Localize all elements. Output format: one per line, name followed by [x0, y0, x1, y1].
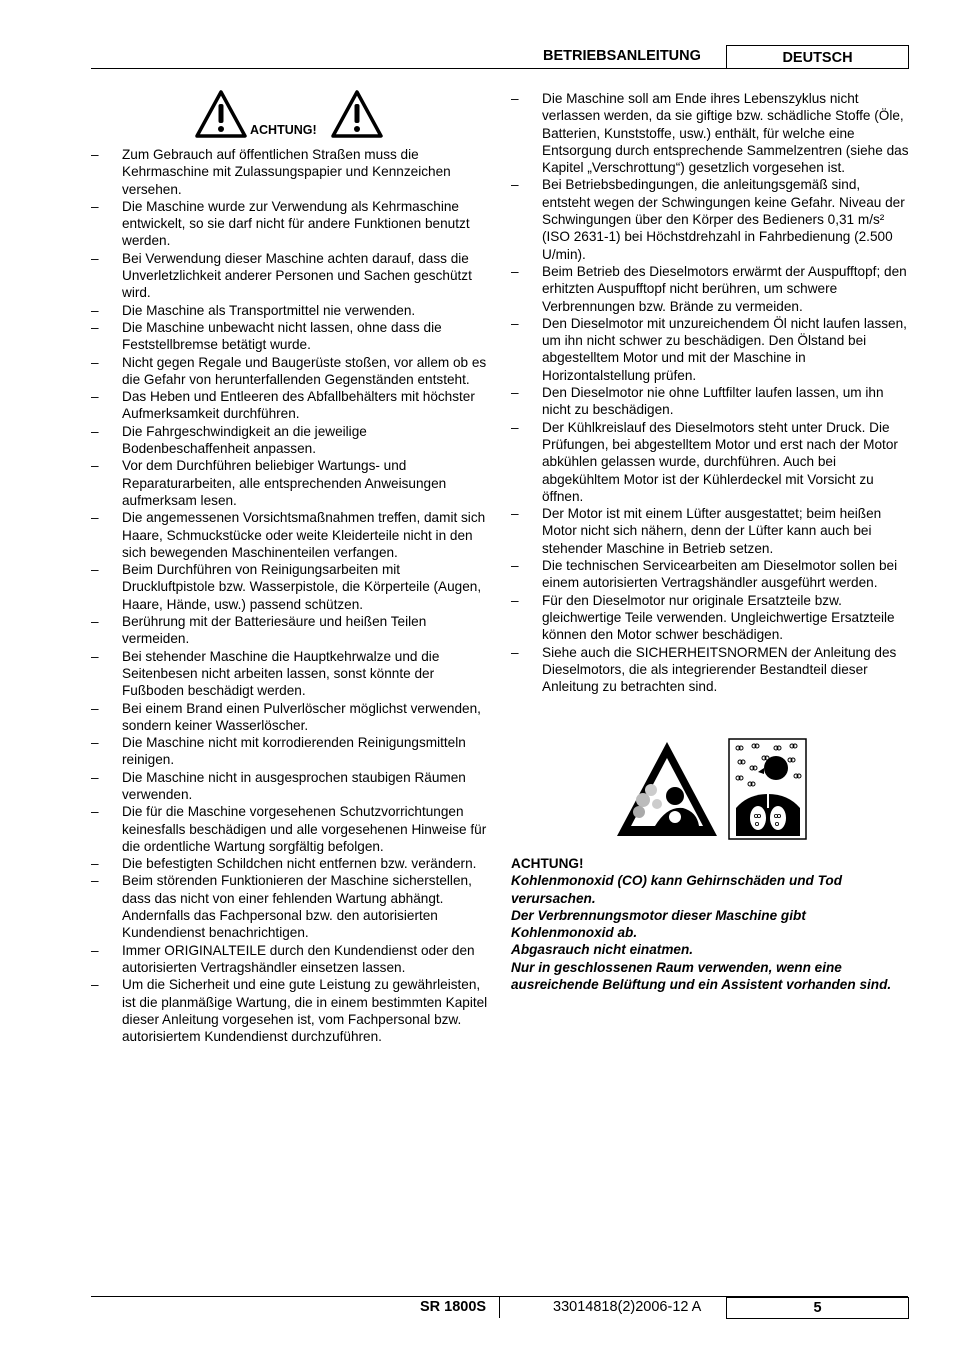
dash-bullet: – [91, 147, 99, 162]
dash-bullet: – [91, 198, 99, 214]
list-item-text: Immer ORIGINALTEILE durch den Kundendienst oder den autorisierten Vertragshändler einsetzen lassen. [122, 942, 475, 975]
list-item-text: Beim störenden Funktionieren der Maschine sicherstellen, dass das nicht von einer fehlenden Wartung abhängt. Andernfalls das Fachpersonal bzw. den autorisierten Kundendienst benachrichtigen. [122, 873, 472, 941]
dash-bullet: – [511, 506, 519, 522]
list-item [511, 384, 911, 419]
footer-model: SR 1800S [420, 1299, 487, 1315]
dash-bullet: – [91, 942, 99, 958]
list-item [511, 419, 911, 505]
dash-bullet: – [511, 644, 519, 660]
dash-bullet: – [91, 614, 99, 630]
list-item [91, 250, 491, 302]
list-item [91, 872, 491, 941]
warning-triangle-icon [331, 90, 383, 138]
list-item [511, 315, 911, 384]
list-item-text: Die Fahrgeschwindigkeit an die jeweilige Bodenbeschaffenheit anpassen. [122, 423, 367, 457]
list-item-text: Nicht gegen Regale und Baugerüste stoßen, vor allem ob es die Gefahr von herunterfallenden Gegenständen entsteht. [122, 354, 487, 387]
list-item [91, 302, 491, 319]
list-item [91, 734, 491, 769]
list-item [511, 592, 911, 644]
footer-separator [499, 1297, 500, 1318]
co-warning-line: Abgasrauch nicht einatmen. [511, 942, 694, 958]
list-item-text: Für den Dieselmotor nur originale Ersatzteile bzw. gleichwertige Teile verwenden. Ungleichwertige Ersatzteile können den Motor schwer beschädigen. [542, 592, 895, 643]
header-rule [91, 68, 908, 69]
list-item [91, 769, 491, 804]
exhaust-gas-warning-icon [613, 738, 721, 840]
warning-triangle-icon [195, 90, 247, 138]
list-item-text: Der Motor ist mit einem Lüfter ausgestattet; beim heißen Motor nicht sich nähern, denn der Lüfter kann auch bei stehender Maschine in Betrieb setzen. [542, 506, 882, 556]
dash-bullet: – [511, 263, 519, 279]
dash-bullet: – [91, 302, 99, 318]
dash-bullet: – [91, 458, 99, 474]
list-item [91, 509, 491, 561]
list-item [511, 263, 911, 315]
list-item-text: Den Dieselmotor mit unzureichendem Öl nicht laufen lassen, um ihn nicht schwer zu beschädigen. Den Ölstand bei abgestelltem Motor und mit der Maschine in Horizontalstellung prüfen. [542, 315, 907, 383]
list-item [511, 90, 911, 176]
list-item [91, 354, 491, 389]
dash-bullet: – [511, 558, 519, 574]
list-item-text: Die technischen Servicearbeiten am Dieselmotor sollen bei einem autorisierten Vertragshändler ausgeführt werden. [542, 558, 898, 591]
dash-bullet: – [91, 856, 99, 872]
list-item-text: Vor dem Durchführen beliebiger Wartungs- und Reparaturarbeiten, alle entsprechenden Anweisungen aufmerksam lesen. [122, 458, 447, 508]
co-warning-title: ACHTUNG! [511, 856, 584, 871]
footer-page-number: 5 [726, 1297, 909, 1319]
dash-bullet: – [511, 177, 519, 193]
co-warning-line: Kohlenmonoxid (CO) kann Gehirnschäden und Tod verursachen. [511, 873, 843, 906]
list-item-text: Berührung mit der Batteriesäure und heißen Teilen vermeiden. [122, 614, 427, 647]
dash-bullet: – [511, 592, 519, 608]
right-safety-list [511, 90, 911, 695]
dash-bullet: – [91, 769, 99, 785]
list-item [91, 700, 491, 735]
list-item [91, 613, 491, 648]
dash-bullet: – [91, 510, 99, 526]
list-item-text: Die Maschine unbewacht nicht lassen, ohne dass die Feststellbremse betätigt wurde. [122, 319, 442, 353]
list-item-text: Beim Betrieb des Dieselmotors erwärmt der Auspufftopf; den erhitzten Auspufftopf nicht berühren, um schwere Verbrennungen bzw. Brände zu vermeiden. [542, 263, 907, 314]
co-warning-block [511, 855, 911, 993]
list-item-text: Bei stehender Maschine die Hauptkehrwalze und die Seitenbesen nicht arbeiten lassen, sonst könnte der Fußboden beschädigt werden. [122, 648, 440, 699]
list-item-text: Die für die Maschine vorgesehenen Schutzvorrichtungen keinesfalls beschädigen und alle vorgesehenen Hinweise für die ordentliche Wartung sorgfältig befolgen. [122, 804, 487, 854]
list-item [91, 803, 491, 855]
list-item-text: Die Maschine nicht mit korrodierenden Reinigungsmitteln reinigen. [122, 735, 466, 768]
list-item [91, 319, 491, 354]
list-item-text: Die Maschine soll am Ende ihres Lebenszyklus nicht verlassen werden, da sie giftige bzw. schädliche Stoffe (Öle, Batterien, Kunststoffe, usw.) enthält, für welche eine Entsorgung durch entsprechende Sammelzentren (siehe das Kapitel „Verschrottung“) gesetzlich vorgesehen ist. [542, 91, 909, 176]
warning-heading-label: ACHTUNG! [250, 123, 317, 137]
list-item [91, 855, 491, 872]
dash-bullet: – [511, 91, 519, 106]
list-item [91, 146, 491, 198]
dash-bullet: – [511, 419, 519, 435]
co-warning-line: Der Verbrennungsmotor dieser Maschine gibt Kohlenmonoxid ab. [511, 907, 806, 941]
co-inhalation-icon [728, 738, 807, 840]
list-item-text: Bei einem Brand einen Pulverlöscher möglichst verwenden, sondern keiner Wasserlöscher. [122, 700, 481, 733]
dash-bullet: – [91, 354, 99, 370]
list-item [91, 648, 491, 700]
dash-bullet: – [91, 977, 99, 993]
dash-bullet: – [91, 804, 99, 820]
dash-bullet: – [91, 700, 99, 716]
dash-bullet: – [91, 250, 99, 266]
dash-bullet: – [91, 873, 99, 889]
list-item-text: Die Maschine wurde zur Verwendung als Kehrmaschine entwickelt, so sie darf nicht für andere Funktionen benutzt werden. [122, 198, 470, 249]
list-item-text: Der Kühlkreislauf des Dieselmotors steht unter Druck. Die Prüfungen, bei abgestelltem Motor und erst nach der Motor abkühlen gelassen wurde, durchführen. Auch bei abgekühltem Motor ist der Kühlerdeckel mit Vorsicht zu öffnen. [542, 419, 898, 504]
list-item-text: Bei Betriebsbedingungen, die anleitungsgemäß sind, entsteht wegen der Schwingungen keine Gefahr. Niveau der Schwingungen über den Körper des Bedieners 0,31 m/s² (ISO 2631-1) bei Höchstdrehzahl in Fahrbedienung (2.500 U/min). [542, 177, 905, 262]
dash-bullet: – [91, 423, 99, 439]
list-item-text: Die Maschine als Transportmittel nie verwenden. [122, 302, 416, 318]
list-item-text: Den Dieselmotor nie ohne Luftfilter laufen lassen, um ihn nicht zu beschädigen. [542, 385, 884, 418]
left-safety-list [91, 146, 491, 1045]
dash-bullet: – [91, 648, 99, 664]
list-item-text: Bei Verwendung dieser Maschine achten darauf, dass die Unverletzlichkeit anderer Personen und Sachen geschützt wird. [122, 250, 472, 301]
list-item [91, 561, 491, 613]
warning-heading [195, 90, 385, 140]
list-item [91, 198, 491, 250]
footer-doc-code: 33014818(2)2006-12 A [553, 1299, 702, 1315]
list-item-text: Die befestigten Schildchen nicht entfernen bzw. verändern. [122, 856, 477, 872]
dash-bullet: – [511, 385, 519, 401]
dash-bullet: – [91, 319, 99, 335]
list-item-text: Um die Sicherheit und eine gute Leistung zu gewährleisten, ist die planmäßige Wartung, die in einem bestimmten Kapitel dieser Anleitung vorgesehen ist, vom Fachpersonal bzw. autorisiertem Kundendienst durchzuführen. [122, 977, 488, 1045]
dash-bullet: – [511, 315, 519, 331]
list-item-text: Die Maschine nicht in ausgesprochen staubigen Räumen verwenden. [122, 769, 466, 802]
left-column [91, 146, 491, 1045]
list-item-text: Zum Gebrauch auf öffentlichen Straßen muss die Kehrmaschine mit Zulassungspapier und Kennzeichen versehen. [122, 147, 451, 197]
list-item-text: Das Heben und Entleeren des Abfallbehälters mit höchster Aufmerksamkeit durchführen. [122, 389, 475, 422]
list-item [91, 388, 491, 423]
list-item [91, 942, 491, 977]
list-item-text: Beim Durchführen von Reinigungsarbeiten mit Druckluftpistole bzw. Wasserpistole, die Körperteile (Augen, Haare, Hände, usw.) passend schützen. [122, 562, 482, 612]
list-item [91, 423, 491, 458]
list-item [91, 976, 491, 1045]
right-column [511, 90, 911, 695]
list-item-text: Die angemessenen Vorsichtsmaßnahmen treffen, damit sich Haare, Schmuckstücke oder weite Kleiderteile nicht in den sich bewegenden Maschinenteilen verfangen. [122, 510, 486, 560]
list-item [511, 505, 911, 557]
list-item [511, 644, 911, 696]
list-item-text: Siehe auch die SICHERHEITSNORMEN der Anleitung des Dieselmotors, die als integrierender Bestandteil dieser Anleitung zu betrachten sind. [542, 644, 897, 695]
co-warning-line: Nur in geschlossenen Raum verwenden, wenn eine ausreichende Belüftung und ein Assistent vorhanden sind. [511, 959, 892, 993]
dash-bullet: – [91, 389, 99, 405]
header-language-box: DEUTSCH [726, 45, 909, 69]
list-item [91, 457, 491, 509]
list-item [511, 176, 911, 262]
dash-bullet: – [91, 735, 99, 751]
header-manual-title: BETRIEBSANLEITUNG [543, 48, 701, 64]
list-item [511, 557, 911, 592]
dash-bullet: – [91, 562, 99, 578]
